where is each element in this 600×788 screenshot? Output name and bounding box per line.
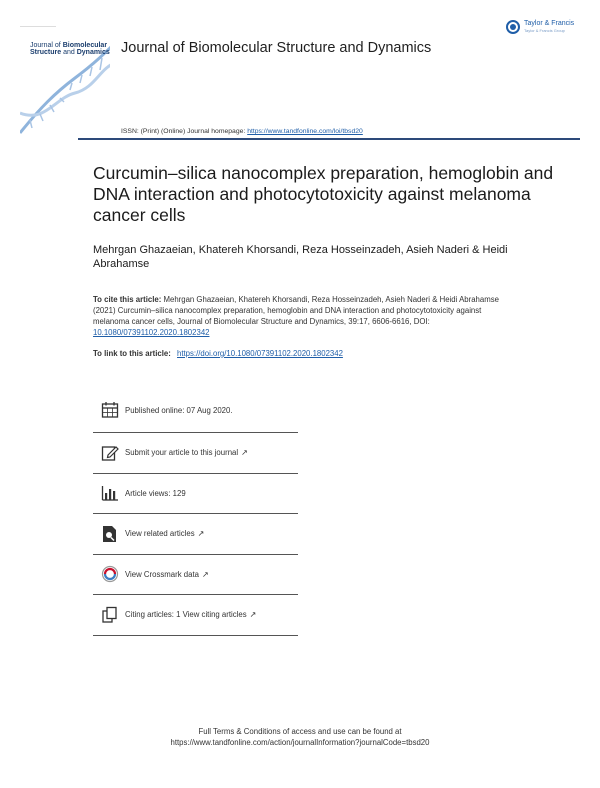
citing-articles-link[interactable]: Citing articles: 1 View citing articles — [125, 610, 247, 620]
article-doi-url[interactable]: https://doi.org/10.1080/07391102.2020.1802342 — [177, 349, 343, 358]
citation-block — [93, 294, 513, 338]
related-articles-item[interactable] — [93, 514, 298, 555]
journal-homepage-link[interactable]: https://www.tandfonline.com/loi/tbsd20 — [247, 128, 363, 135]
link-label: To link to this article: — [93, 349, 171, 358]
published-online-text: Published online: 07 Aug 2020. — [125, 405, 233, 415]
external-link-icon: ↗ — [197, 529, 205, 539]
issn-line — [121, 128, 363, 135]
article-authors: Mehrgan Ghazaeian, Khatereh Khorsandi, Reza Hosseinzadeh, Asieh Naderi & Heidi Abrahamse — [93, 244, 508, 270]
external-link-icon: ↗ — [201, 569, 209, 579]
publisher-logo — [506, 16, 578, 38]
footer-terms-link[interactable]: https://www.tandfonline.com/action/journalInformation?journalCode=tbsd20 — [170, 738, 430, 747]
publisher-name: Taylor & Francis Taylor & Francis Group — [524, 20, 575, 33]
submit-article-link[interactable]: Submit your article to this journal — [125, 448, 239, 458]
bar-chart-icon — [100, 483, 120, 503]
calendar-icon — [100, 400, 120, 420]
article-views-item — [93, 474, 298, 515]
citing-articles-item[interactable] — [93, 595, 298, 636]
journal-name: Journal of Biomolecular Structure and Dynamics — [121, 40, 432, 56]
footer-terms-text: Full Terms & Conditions of access and use can be found at — [198, 727, 402, 736]
doi-link[interactable]: 10.1080/07391102.2020.1802342 — [93, 328, 210, 337]
copy-icon — [100, 605, 120, 625]
crossmark-item[interactable] — [93, 555, 298, 596]
crossmark-icon — [100, 564, 120, 584]
journal-cover — [20, 38, 110, 138]
issn-label: ISSN: (Print) (Online) Journal homepage: — [121, 128, 246, 135]
published-online-item — [93, 388, 298, 433]
article-title: Curcumin–silica nanocomplex preparation, hemoglobin and DNA interaction and photocytotoxicity against melanoma cancer cells — [93, 163, 554, 225]
top-rule — [20, 26, 56, 27]
related-articles-link[interactable]: View related articles — [125, 529, 195, 539]
article-views-text: Article views: 129 — [125, 488, 186, 498]
header-divider — [78, 138, 580, 140]
citation-text: Mehrgan Ghazaeian, Khatereh Khorsandi, Reza Hosseinzadeh, Asieh Naderi & Heidi Abrahamse (2021) Curcumin–silica nanocomplex preparation, hemoglobin and DNA interaction and photocytotoxicity against melanoma cancer cells, Journal of Biomolecular Structure and Dynamics, 39:17, 6606-6616, DOI: — [93, 295, 499, 326]
external-link-icon: ↗ — [249, 610, 257, 620]
search-document-icon — [100, 524, 120, 544]
submit-article-item[interactable] — [93, 433, 298, 474]
publisher-logo-icon — [506, 20, 520, 34]
cover-title: Journal of Biomolecular Structure and Dynamics — [30, 42, 110, 56]
article-meta-list — [93, 388, 298, 636]
external-link-icon: ↗ — [241, 448, 248, 458]
footer — [0, 726, 600, 748]
citation-label: To cite this article: — [93, 295, 162, 304]
crossmark-link[interactable]: View Crossmark data — [125, 569, 199, 579]
article-link-line — [93, 349, 343, 358]
edit-icon — [100, 443, 120, 463]
